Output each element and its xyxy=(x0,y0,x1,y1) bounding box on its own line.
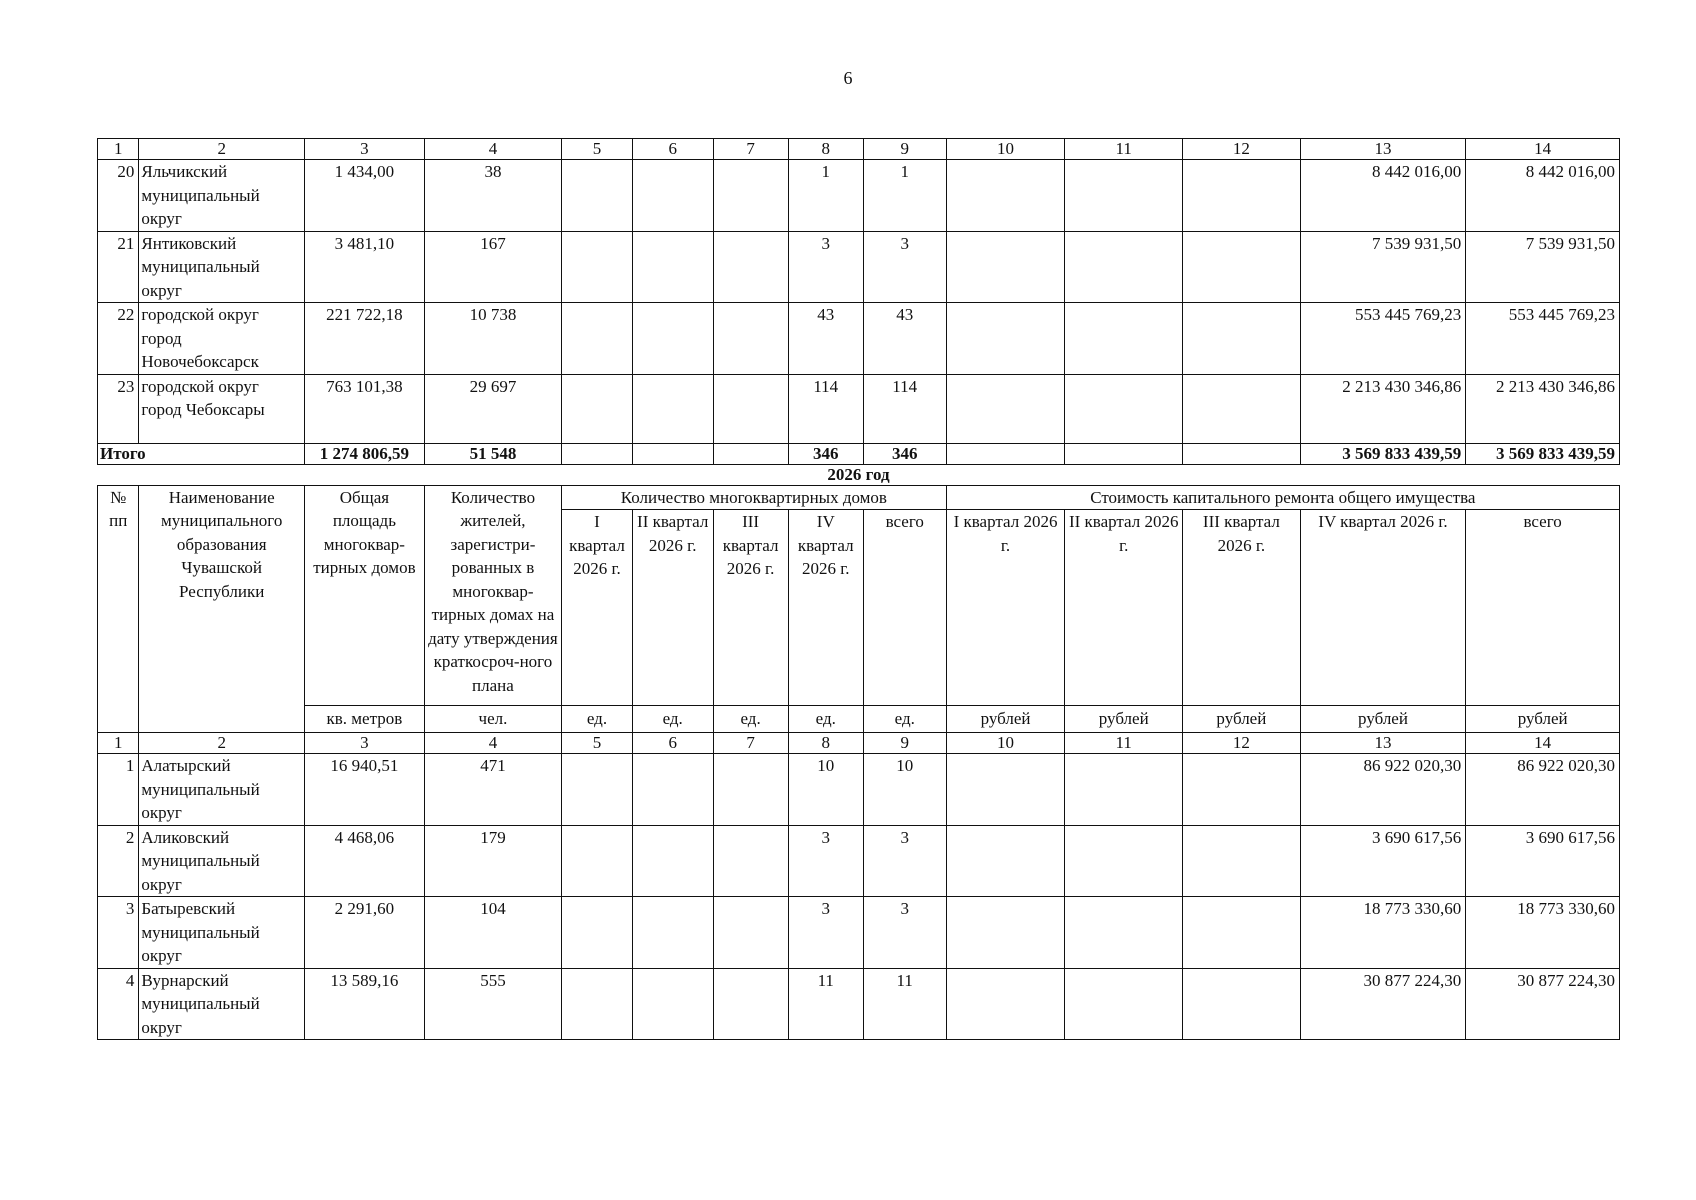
municipality-name: Батыревский муниципальный округ xyxy=(139,897,305,969)
cell-c2 xyxy=(1065,825,1183,897)
header-cost-q1: I квартал 2026 г. xyxy=(946,510,1065,706)
cell-q2 xyxy=(632,303,713,375)
total-row xyxy=(98,443,1620,464)
column-number: 11 xyxy=(1065,733,1183,754)
cell-c3 xyxy=(1183,825,1301,897)
column-number: 6 xyxy=(632,139,713,160)
unit-c1: рублей xyxy=(946,706,1065,733)
cell-q2 xyxy=(632,754,713,826)
cell-area: 1 434,00 xyxy=(304,160,424,232)
cell-c2 xyxy=(1065,231,1183,303)
header-area: Общая площадь многоквар-тирных домов xyxy=(304,485,424,706)
header-cost-total: всего xyxy=(1466,510,1620,706)
column-number: 14 xyxy=(1466,733,1620,754)
cell-c4: 3 690 617,56 xyxy=(1300,825,1466,897)
cell-q2 xyxy=(632,374,713,443)
cell-c1 xyxy=(946,825,1065,897)
cell-q1 xyxy=(562,374,633,443)
unit-c2: рублей xyxy=(1065,706,1183,733)
header-q2: II квартал 2026 г. xyxy=(632,510,713,706)
municipality-name: Вурнарский муниципальный округ xyxy=(139,968,305,1040)
cell-ctotal: 553 445 769,23 xyxy=(1466,303,1620,375)
year-heading: 2026 год xyxy=(98,464,1620,485)
cell-c4: 553 445 769,23 xyxy=(1300,303,1466,375)
cell-q2 xyxy=(632,231,713,303)
column-numbers-row xyxy=(98,139,1620,160)
column-number: 7 xyxy=(713,139,788,160)
column-number: 1 xyxy=(98,139,139,160)
cell-total: 3 xyxy=(863,897,946,969)
cell-q2 xyxy=(632,825,713,897)
header-num: № пп xyxy=(98,485,139,733)
column-number: 10 xyxy=(946,139,1065,160)
total-area: 1 274 806,59 xyxy=(304,443,424,464)
header-cost-group: Стоимость капитального ремонта общего имущества xyxy=(946,485,1619,510)
top-section xyxy=(98,139,1620,465)
cell-c3 xyxy=(1183,897,1301,969)
column-number: 9 xyxy=(863,139,946,160)
column-numbers-row xyxy=(98,733,1620,754)
cell-c4: 18 773 330,60 xyxy=(1300,897,1466,969)
cell-residents: 10 738 xyxy=(424,303,561,375)
total-c4: 3 569 833 439,59 xyxy=(1300,443,1466,464)
municipality-name: Алатырский муниципальный округ xyxy=(139,754,305,826)
column-number: 8 xyxy=(788,139,863,160)
units-row xyxy=(98,706,1620,733)
column-number: 7 xyxy=(713,733,788,754)
cell-c4: 86 922 020,30 xyxy=(1300,754,1466,826)
capital-repair-table xyxy=(97,138,1620,1040)
unit-c4: рублей xyxy=(1300,706,1466,733)
total-q1 xyxy=(562,443,633,464)
cell-area: 4 468,06 xyxy=(304,825,424,897)
table-row xyxy=(98,231,1620,303)
page-number: 6 xyxy=(843,68,853,88)
capital-repair-table-wrapper xyxy=(97,138,1620,1040)
cell-q1 xyxy=(562,825,633,897)
cell-q1 xyxy=(562,160,633,232)
cell-c2 xyxy=(1065,303,1183,375)
cell-c3 xyxy=(1183,968,1301,1040)
cell-c2 xyxy=(1065,160,1183,232)
cell-total: 11 xyxy=(863,968,946,1040)
cell-residents: 179 xyxy=(424,825,561,897)
column-number: 4 xyxy=(424,139,561,160)
cell-c4: 7 539 931,50 xyxy=(1300,231,1466,303)
cell-q1 xyxy=(562,968,633,1040)
cell-ctotal: 8 442 016,00 xyxy=(1466,160,1620,232)
header-name: Наименование муниципального образования Чувашской Республики xyxy=(139,485,305,733)
cell-q4: 114 xyxy=(788,374,863,443)
column-number: 11 xyxy=(1065,139,1183,160)
cell-c1 xyxy=(946,303,1065,375)
cell-q4: 10 xyxy=(788,754,863,826)
column-number: 14 xyxy=(1466,139,1620,160)
cell-total: 10 xyxy=(863,754,946,826)
column-number: 3 xyxy=(304,733,424,754)
municipality-name: Янтиковский муниципальный округ xyxy=(139,231,305,303)
row-number: 21 xyxy=(98,231,139,303)
cell-residents: 167 xyxy=(424,231,561,303)
column-number: 4 xyxy=(424,733,561,754)
total-total: 346 xyxy=(863,443,946,464)
column-number: 13 xyxy=(1300,139,1466,160)
year-heading-row xyxy=(98,464,1620,485)
cell-total: 1 xyxy=(863,160,946,232)
cell-area: 3 481,10 xyxy=(304,231,424,303)
header-q3: III квартал 2026 г. xyxy=(713,510,788,706)
cell-c2 xyxy=(1065,897,1183,969)
cell-c3 xyxy=(1183,231,1301,303)
municipality-name: городской округ город Чебоксары xyxy=(139,374,305,443)
cell-c2 xyxy=(1065,374,1183,443)
total-c1 xyxy=(946,443,1065,464)
column-number: 5 xyxy=(562,139,633,160)
cell-q4: 3 xyxy=(788,825,863,897)
cell-q2 xyxy=(632,897,713,969)
cell-area: 13 589,16 xyxy=(304,968,424,1040)
cell-residents: 555 xyxy=(424,968,561,1040)
municipality-name: Аликовский муниципальный округ xyxy=(139,825,305,897)
cell-c3 xyxy=(1183,374,1301,443)
cell-ctotal: 30 877 224,30 xyxy=(1466,968,1620,1040)
cell-c1 xyxy=(946,968,1065,1040)
column-number: 1 xyxy=(98,733,139,754)
unit-total: ед. xyxy=(863,706,946,733)
total-q4: 346 xyxy=(788,443,863,464)
row-number: 1 xyxy=(98,754,139,826)
header-row-1 xyxy=(98,485,1620,510)
cell-q3 xyxy=(713,160,788,232)
cell-c2 xyxy=(1065,968,1183,1040)
cell-q3 xyxy=(713,897,788,969)
cell-q3 xyxy=(713,374,788,443)
header-cost-q2: II квартал 2026 г. xyxy=(1065,510,1183,706)
cell-q3 xyxy=(713,754,788,826)
total-q2 xyxy=(632,443,713,464)
cell-q3 xyxy=(713,968,788,1040)
cell-c2 xyxy=(1065,754,1183,826)
cell-residents: 29 697 xyxy=(424,374,561,443)
unit-ctotal: рублей xyxy=(1466,706,1620,733)
header-cost-q4: IV квартал 2026 г. xyxy=(1300,510,1466,706)
unit-residents: чел. xyxy=(424,706,561,733)
column-number: 6 xyxy=(632,733,713,754)
total-ctotal: 3 569 833 439,59 xyxy=(1466,443,1620,464)
cell-area: 16 940,51 xyxy=(304,754,424,826)
column-number: 13 xyxy=(1300,733,1466,754)
cell-q4: 3 xyxy=(788,231,863,303)
cell-ctotal: 7 539 931,50 xyxy=(1466,231,1620,303)
cell-area: 763 101,38 xyxy=(304,374,424,443)
cell-c3 xyxy=(1183,303,1301,375)
cell-q4: 1 xyxy=(788,160,863,232)
unit-area: кв. метров xyxy=(304,706,424,733)
cell-total: 3 xyxy=(863,231,946,303)
row-number: 20 xyxy=(98,160,139,232)
header-q4: IV квартал 2026 г. xyxy=(788,510,863,706)
column-number: 12 xyxy=(1183,733,1301,754)
cell-c3 xyxy=(1183,754,1301,826)
cell-ctotal: 2 213 430 346,86 xyxy=(1466,374,1620,443)
cell-total: 114 xyxy=(863,374,946,443)
row-number: 22 xyxy=(98,303,139,375)
cell-q4: 43 xyxy=(788,303,863,375)
cell-q2 xyxy=(632,968,713,1040)
table-row xyxy=(98,303,1620,375)
column-number: 9 xyxy=(863,733,946,754)
row-number: 2 xyxy=(98,825,139,897)
cell-ctotal: 3 690 617,56 xyxy=(1466,825,1620,897)
bottom-section xyxy=(98,733,1620,1040)
cell-c1 xyxy=(946,754,1065,826)
municipality-name: Яльчикский муниципальный округ xyxy=(139,160,305,232)
cell-q3 xyxy=(713,825,788,897)
table-row xyxy=(98,968,1620,1040)
cell-c3 xyxy=(1183,160,1301,232)
cell-c1 xyxy=(946,231,1065,303)
total-q3 xyxy=(713,443,788,464)
cell-c1 xyxy=(946,374,1065,443)
total-c2 xyxy=(1065,443,1183,464)
cell-q2 xyxy=(632,160,713,232)
cell-area: 2 291,60 xyxy=(304,897,424,969)
column-number: 12 xyxy=(1183,139,1301,160)
cell-q4: 3 xyxy=(788,897,863,969)
table-row xyxy=(98,825,1620,897)
header-q1: I квартал 2026 г. xyxy=(562,510,633,706)
cell-c1 xyxy=(946,160,1065,232)
row-number: 4 xyxy=(98,968,139,1040)
row-number: 3 xyxy=(98,897,139,969)
cell-total: 43 xyxy=(863,303,946,375)
row-number: 23 xyxy=(98,374,139,443)
header-cost-q3: III квартал 2026 г. xyxy=(1183,510,1301,706)
header-houses-group: Количество многоквартирных домов xyxy=(562,485,947,510)
municipality-name: городской округ город Новочебоксарск xyxy=(139,303,305,375)
table-row xyxy=(98,160,1620,232)
cell-area: 221 722,18 xyxy=(304,303,424,375)
unit-q3: ед. xyxy=(713,706,788,733)
column-number: 10 xyxy=(946,733,1065,754)
total-c3 xyxy=(1183,443,1301,464)
total-label: Итого xyxy=(98,443,305,464)
table-row xyxy=(98,374,1620,443)
cell-q1 xyxy=(562,897,633,969)
year-section xyxy=(98,464,1620,733)
cell-total: 3 xyxy=(863,825,946,897)
table-row xyxy=(98,897,1620,969)
cell-ctotal: 18 773 330,60 xyxy=(1466,897,1620,969)
header-total: всего xyxy=(863,510,946,706)
cell-q3 xyxy=(713,231,788,303)
column-number: 3 xyxy=(304,139,424,160)
cell-residents: 104 xyxy=(424,897,561,969)
header-residents: Количество жителей, зарегистри-рованных в многоквар-тирных домах на дату утверждения краткосроч-ного плана xyxy=(424,485,561,706)
unit-q4: ед. xyxy=(788,706,863,733)
cell-q1 xyxy=(562,303,633,375)
cell-q4: 11 xyxy=(788,968,863,1040)
cell-q3 xyxy=(713,303,788,375)
column-number: 5 xyxy=(562,733,633,754)
column-number: 2 xyxy=(139,139,305,160)
cell-ctotal: 86 922 020,30 xyxy=(1466,754,1620,826)
unit-q1: ед. xyxy=(562,706,633,733)
cell-c4: 8 442 016,00 xyxy=(1300,160,1466,232)
cell-c1 xyxy=(946,897,1065,969)
cell-q1 xyxy=(562,754,633,826)
unit-c3: рублей xyxy=(1183,706,1301,733)
total-residents: 51 548 xyxy=(424,443,561,464)
cell-residents: 471 xyxy=(424,754,561,826)
table-row xyxy=(98,754,1620,826)
cell-q1 xyxy=(562,231,633,303)
column-number: 2 xyxy=(139,733,305,754)
unit-q2: ед. xyxy=(632,706,713,733)
cell-c4: 2 213 430 346,86 xyxy=(1300,374,1466,443)
column-number: 8 xyxy=(788,733,863,754)
cell-residents: 38 xyxy=(424,160,561,232)
cell-c4: 30 877 224,30 xyxy=(1300,968,1466,1040)
